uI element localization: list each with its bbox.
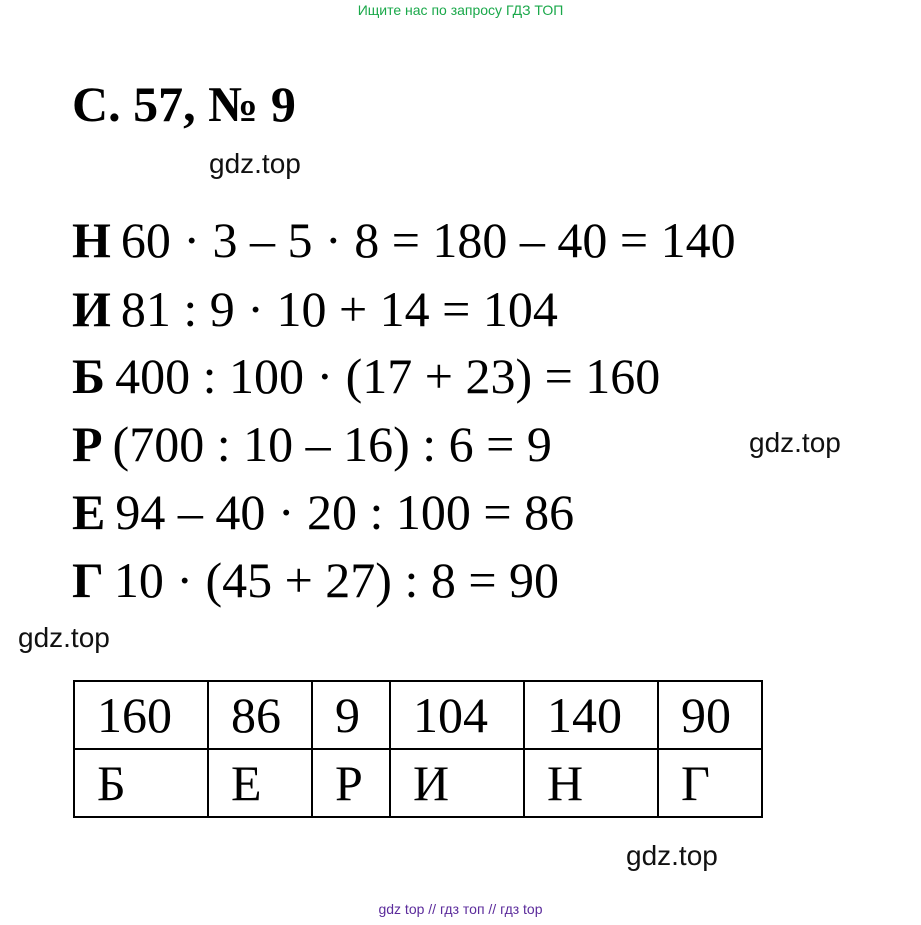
answer-table xyxy=(73,680,763,818)
equation-line xyxy=(72,550,559,610)
table-cell-letter: Н xyxy=(524,749,658,817)
equation-letter: Г xyxy=(72,552,104,608)
watermark: gdz.top xyxy=(209,148,301,179)
equation-letter: Н xyxy=(72,212,111,268)
watermark: gdz.top xyxy=(626,840,718,871)
equation-expression: 60 · 3 – 5 · 8 = 180 – 40 = 140 xyxy=(120,212,736,268)
table-cell-letter: Е xyxy=(208,749,312,817)
watermark: gdz.top xyxy=(18,622,110,653)
table-cell-number: 9 xyxy=(312,681,390,749)
equation-expression: 400 : 100 · (17 + 23) = 160 xyxy=(115,348,661,404)
watermark: gdz.top xyxy=(749,427,841,458)
table-row-letters xyxy=(74,749,762,817)
table-cell-number: 90 xyxy=(658,681,762,749)
top-banner[interactable]: Ищите нас по запросу ГДЗ ТОП xyxy=(357,2,564,18)
table-cell-letter: Р xyxy=(312,749,390,817)
table-row-numbers xyxy=(74,681,762,749)
equation-letter: Б xyxy=(72,348,106,404)
equation-expression: 94 – 40 · 20 : 100 = 86 xyxy=(115,484,575,540)
page-heading: С. 57, № 9 xyxy=(72,76,296,132)
equation-expression: (700 : 10 – 16) : 6 = 9 xyxy=(112,416,552,472)
equation-line xyxy=(72,210,736,270)
table-cell-number: 104 xyxy=(390,681,524,749)
table-cell-number: 160 xyxy=(74,681,208,749)
equation-line xyxy=(72,414,552,474)
equation-line xyxy=(72,279,558,339)
equation-expression: 10 · (45 + 27) : 8 = 90 xyxy=(113,552,560,608)
equation-letter: И xyxy=(72,281,111,337)
equation-line xyxy=(72,346,660,406)
table-cell-letter: И xyxy=(390,749,524,817)
bottom-links[interactable]: gdz top // гдз топ // гдз top xyxy=(378,901,543,917)
table-cell-letter: Г xyxy=(658,749,762,817)
equation-letter: Е xyxy=(72,484,106,540)
equation-line xyxy=(72,482,574,542)
table-cell-number: 140 xyxy=(524,681,658,749)
table-cell-letter: Б xyxy=(74,749,208,817)
equation-expression: 81 : 9 · 10 + 14 = 104 xyxy=(120,281,558,337)
table-cell-number: 86 xyxy=(208,681,312,749)
equation-letter: Р xyxy=(72,416,103,472)
